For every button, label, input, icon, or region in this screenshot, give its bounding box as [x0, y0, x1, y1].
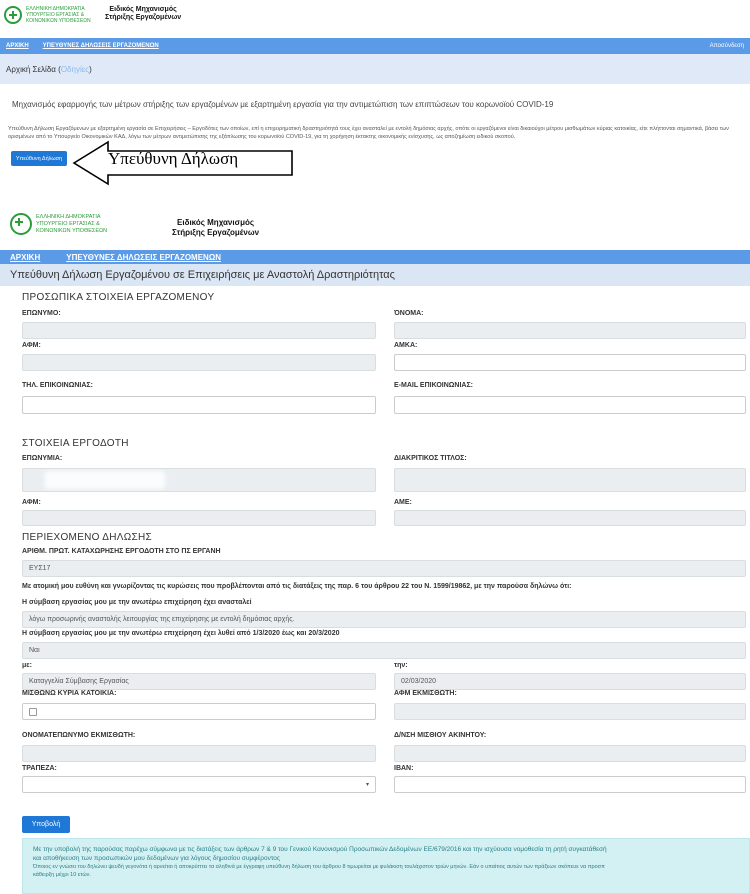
property-address-label: Δ/ΝΣΗ ΜΙΣΘΙΟΥ ΑΚΙΝΗΤΟΥ: [394, 732, 487, 739]
instructions-link[interactable]: Οδηγίες [60, 64, 90, 74]
email-field[interactable] [394, 396, 746, 414]
property-address-field[interactable] [394, 745, 746, 762]
afm-field[interactable] [22, 354, 376, 371]
nav-declarations-link[interactable]: ΥΠΕΥΘΥΝΕΣ ΔΗΛΩΣΕΙΣ ΕΡΓΑΖΟΜΕΝΩΝ [66, 252, 222, 262]
logout-link[interactable]: Αποσύνδεση [709, 43, 744, 49]
nav-declarations-link[interactable]: ΥΠΕΥΘΥΝΕΣ ΔΗΛΩΣΕΙΣ ΕΡΓΑΖΟΜΕΝΩΝ [42, 43, 159, 49]
with-label: με: [22, 662, 32, 669]
ame-label: ΑΜΕ: [394, 499, 412, 506]
section-personal-heading: ΠΡΟΣΩΠΙΚΑ ΣΤΟΙΧΕΙΑ ΕΡΓΑΖΟΜΕΝΟΥ [22, 292, 215, 303]
nav-home-link[interactable]: ΑΡΧΙΚΗ [10, 252, 41, 262]
employer-afm-label: ΑΦΜ: [22, 499, 41, 506]
iban-field[interactable] [394, 776, 746, 793]
terminated-field[interactable]: Ναι [22, 642, 746, 659]
email-label: E-MAIL ΕΠΙΚΟΙΝΩΝΙΑΣ: [394, 382, 473, 389]
surname-field[interactable] [22, 322, 376, 339]
nav-home-link[interactable]: ΑΡΧΙΚΗ [6, 43, 29, 49]
statement-text: Με ατομική μου ευθύνη και γνωρίζοντας τις κυρώσεις που προβλέπονται από τις διατάξεις της παρ. 6 του άρθρου 22 του Ν. 1599/19862, με την παρούσα δηλώνω ότι: [22, 583, 572, 590]
section-employer-heading: ΣΤΟΙΧΕΙΑ ΕΡΓΟΔΟΤΗ [22, 438, 129, 449]
logo-line: ΕΛΛΗΝΙΚΗ ΔΗΜΟΚΡΑΤΙΑ [26, 6, 85, 12]
redaction [45, 471, 165, 489]
ministry-emblem-icon [4, 6, 22, 24]
rent-checkbox-field [22, 703, 376, 720]
ame-field[interactable] [394, 510, 746, 526]
date-label: την: [394, 662, 408, 669]
ministry-logo [4, 6, 91, 24]
trade-name-label: ΔΙΑΚΡΙΤΙΚΟΣ ΤΙΤΛΟΣ: [394, 455, 467, 462]
form-title: Υπεύθυνη Δήλωση Εργαζομένου σε Επιχειρήσεις με Αναστολή Δραστηριότητας [0, 264, 750, 286]
intro-heading: Μηχανισμός εφαρμογής των μέτρων στήριξης των εργαζομένων με εξαρτημένη εργασία για την αντιμετώπιση των επιπτώσεων του κορωνοϊού COVID-19 [12, 100, 554, 109]
logo-line: ΚΟΙΝΩΝΙΚΩΝ ΥΠΟΘΕΣΕΩΝ [26, 18, 91, 24]
breadcrumb: Αρχική Σελίδα ( Οδηγίες ) [0, 54, 750, 84]
brand-title: Ειδικός Μηχανισμός Στήριξης Εργαζομένων [172, 218, 260, 237]
callout-label: Υπεύθυνη Δήλωση [108, 149, 239, 168]
termination-type-field[interactable]: Καταγγελία Σύμβασης Εργασίας [22, 673, 376, 690]
phone-label: ΤΗΛ. ΕΠΙΚΟΙΝΩΝΙΑΣ: [22, 382, 93, 389]
name-label: ΌΝΟΜΑ: [394, 310, 424, 317]
bank-label: ΤΡΑΠΕΖΑ: [22, 765, 57, 772]
company-label: ΕΠΩΝΥΜΙΑ: [22, 455, 63, 462]
brand-title: Ειδικός Μηχανισμός Στήριξης Εργαζομένων [105, 6, 182, 21]
chevron-down-icon: ▾ [365, 782, 369, 788]
ministry-emblem-icon [10, 213, 32, 235]
terminated-label: Η σύμβαση εργασίας μου με την ανωτέρω επιχείρηση έχει λυθεί από 1/3/2020 έως και 20/3/2020 [22, 630, 340, 637]
page-title: Αρχική Σελίδα [6, 64, 56, 74]
logo-line: ΥΠΟΥΡΓΕΙΟ ΕΡΓΑΣΙΑΣ & [26, 12, 85, 18]
termination-date-field[interactable]: 02/03/2020 [394, 673, 746, 690]
bank-select[interactable] [22, 776, 376, 793]
amka-field[interactable] [394, 354, 746, 371]
form-navbar [0, 250, 750, 264]
phone-field[interactable] [22, 396, 376, 414]
afm-label: ΑΦΜ: [22, 342, 41, 349]
lessor-name-label: ΟΝΟΜΑΤΕΠΩΝΥΜΟ ΕΚΜΙΣΘΩΤΗ: [22, 732, 136, 739]
registration-field[interactable]: ΕΥΣ17 [22, 560, 746, 577]
registration-label: ΑΡΙΘΜ. ΠΡΩΤ. ΚΑΤΑΧΩΡΗΣΗΣ ΕΡΓΟΔΟΤΗ ΣΤΟ ΠΣ ΕΡΓΑΝΗ [22, 548, 221, 555]
rent-checkbox[interactable] [29, 708, 37, 716]
iban-label: IBAN: [394, 765, 414, 772]
submit-button[interactable]: Υποβολή [22, 816, 70, 833]
consent-info-box: Με την υποβολή της παρούσας παρέχω σύμφωνα με τις διατάξεις των άρθρων 7 & 9 του Γενικού Κανονισμού Προσωπικών Δεδομένων ΕΕ/679/2016 και την ισχύουσα νομοθεσία τη ρητή συγκατάθεσή και αποθήκευση των προσωπικών μου δεδομένων για λόγους δημοσίου συμφέροντος Όποιος εν γνώσει του δηλώνει ψευδή γεγονότα ή αρνείται ή αποκρύπτει τα αληθινά με έγγραφη υπεύθυνη δήλωση του άρθρου 8 τιμωρείται με φυλάκιση τουλάχιστον τριών μηνών. Εάν ο υπαίτιος αυτών των πράξεων σκόπευε να προσπ κάθειρξη μέχρι 10 ετών. [22, 838, 750, 894]
employer-afm-field[interactable] [22, 510, 376, 526]
section-content-heading: ΠΕΡΙΕΧΟΜΕΝΟ ΔΗΛΩΣΗΣ [22, 532, 153, 543]
amka-label: ΑΜΚΑ: [394, 342, 418, 349]
lessor-afm-field[interactable] [394, 703, 746, 720]
suspended-label: Η σύμβαση εργασίας μου με την ανωτέρω επιχείρηση έχει ανασταλεί [22, 599, 252, 606]
rent-label: ΜΙΣΘΩΝΩ ΚΥΡΙΑ ΚΑΤΟΙΚΙΑ: [22, 690, 117, 697]
ministry-logo: ΕΛΛΗΝΙΚΗ ΔΗΜΟΚΡΑΤΙΑ ΥΠΟΥΡΓΕΙΟ ΕΡΓΑΣΙΑΣ & ΚΟΙΝΩΝΙΚΩΝ ΥΠΟΘΕΣΕΩΝ [10, 213, 107, 235]
surname-label: ΕΠΩΝΥΜΟ: [22, 310, 61, 317]
name-field[interactable] [394, 322, 746, 339]
declaration-button[interactable]: Υπεύθυνη Δήλωση [11, 151, 67, 166]
lessor-afm-label: ΑΦΜ ΕΚΜΙΣΘΩΤΗ: [394, 690, 457, 697]
top-navbar [0, 38, 750, 54]
trade-name-field[interactable] [394, 468, 746, 492]
intro-description: Υπεύθυνη Δήλωση Εργαζόμενων με εξαρτημένη εργασία σε Επιχειρήσεις – Εργοδότες των οποίων, επί η επιχειρηματική δραστηριότητά τους έχει ανασταλεί με εντολή δημόσιας αρχής, οπότε οι εργαζόμενοι είναι δικαιούχοι μέτρου μισθωμάτων κύριας κατοικίας, είτε πλήττονται σημαντικά, βάσει των ορισμένων από το Υπουργείο Οικονομικών ΚΑΔ, λόγω των μέτρων αντιμετώπισης της εξάπλωσης του κορωνοϊού COVID-19, για τη χορήγηση έκτακτης οικονομικής ενίσχυσης, ως αποζημίωση ειδικού σκοπού. [8, 126, 729, 140]
suspended-field[interactable]: λόγω προσωρινής αναστολής λειτουργίας της επιχείρησης με εντολή δημόσιας αρχής. [22, 611, 746, 628]
lessor-name-field[interactable] [22, 745, 376, 762]
